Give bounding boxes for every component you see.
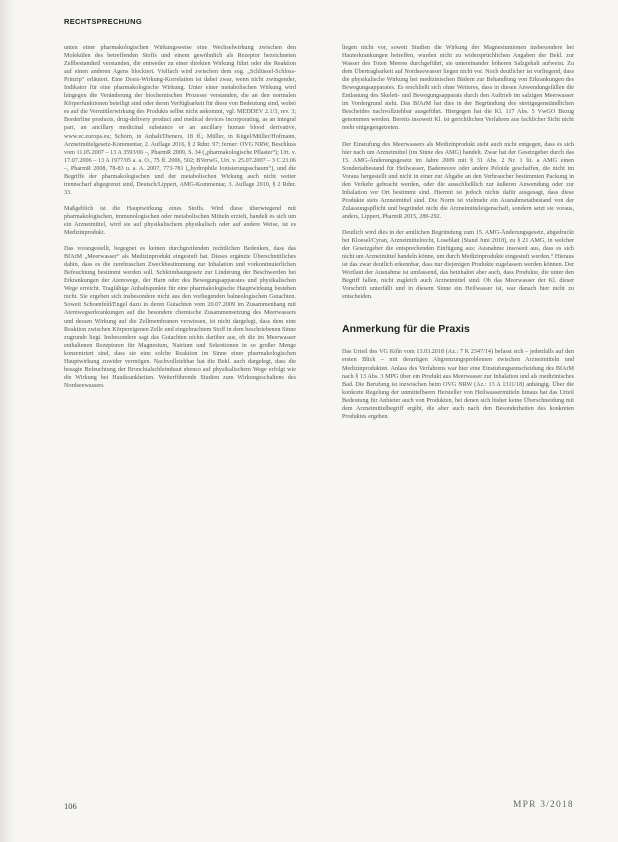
paragraph: Der Einstufung des Meerwassers als Medizinprodukt steht auch nicht entgegen, dass es sich hier nach um Arzneimittel (im Sinne des AMG) handelt. Zwar hat der Gesetzgeber durch das 15. AMG-Änderungsgesetz im Jahre 2009 mit § 31 Abs. 2 Nr. 1 lit. a AMG einen Sondertatbestand für Heilwasser, Bademoore oder andere Peloide geschaffen, die nicht im Voraus hergestellt und nicht in einer zur Abgabe an den Verbraucher bestimmten Packung in den Verkehr gebracht werden, oder die ausschließlich zur äußeren Anwendung oder zur Inhalation vor Ort bestimmt sind. Hiermit ist jedoch nichts dafür ausgesagt, dass diese Produkte stets Arzneimittel sind. Die Norm ist vielmehr ein Ausnahmetatbestand von der Zulassungspflicht und begründet nicht die Arzneimitteleigenschaft, sondern setzt sie voraus, anders, Lippert, PharmR 2015, 289-292. <box>342 141 574 220</box>
right-column <box>342 44 574 429</box>
paragraph: Das Urteil des VG Köln vom 13.03.2018 (Az.: 7 K 2347/14) befasst sich – jedenfalls auf den ersten Blick – mit derartigen Abgrenzungsproblemen zwischen Arzneimitteln und Medizinprodukten. Anlass des Verfahrens war hier eine Einstufungsentscheidung des BfArM nach § 13 Abs. 3 MPG über ein Produkt aus Meerwasser zur Inhalation und als medizinisches Bad. Die Berufung ist inzwischen beim OVG NRW (Az.: 13 A 1311/18) anhängig. Über die konkrete Regelung der unmittelbaren Hersteller von Heilwassermitteln hinaus hat das Urteil Bedeutung für Anbieter auch von Produkten, bei denen sich bisher keine Überschneidung mit dem Arzneimittelbegriff ergibt, die aber auch nach den Besonderheiten des konkreten Produktes ergeben. <box>342 349 574 420</box>
page-number: 106 <box>64 801 77 811</box>
binding-shadow <box>0 0 14 842</box>
paragraph: Das vorangestellt, begegnet es keinen durchgreifenden rechtlichen Bedenken, dass das BfArM „Meerwasser“ als Medizinprodukt eingestuft hat. Dieses ergänzte Überschnittliches dahin, dass es die zerebraschen Zweckbestimmung zur Inhalation und vorkontinuierlichen Befeuchtung bestimmt werden soll. Schleimhautgesetz zur Linderung der Beschwerden bei Erkrankungen der Atemwege, der Harn oder des Bewegungsapparates und physikalischen Wege erreicht. Tragfähige Anhaltspunkte für eine pharmakologische Hauptwirkung bestehen nicht. Sie ergeben sich insbesondere nicht aus den vorliegenden balneologischen Gutachten. Soweit Schoenfeld/Engel dazu in deren Gutachten vom 20.07.2009 im Zusammenhang mit Atemwegserkrankungen auf die besondere chemische Zusammensetzung des Meerwassers und dessen Wirkung auf die Zellmembranen verwiesen, ist nicht dargelegt, dass dem eine Reaktion zwischen Körpereigenen Zelle und eingebrachtem Stoff in dem beschriebenen Sinne zugrunde liegt. Insbesondere sagt das Gutachten nichts darüber aus, ob die im Meerwasser enthaltenen Rezeptoren für Magnesium, Natrium und Sekretionen in so großer Menge konzentriert sind, dass sie eine solche Reaktion im Sinne einer pharmakologischen Hauptwirkung zuwider vermögen. Nachvollziehbar hat die Bekl. auch dargelegt, dass die besagte Befeuchtung der Bronchialschleimhaut ebenso auf physikalischem Wege erfolgt wie die Wirkung bei Hautkrankheiten. Weiterführende Studien zum Wirkungsschaltens des Nordseewassers <box>64 246 296 389</box>
section-heading: Anmerkung für die Praxis <box>342 323 470 336</box>
left-column <box>64 44 296 398</box>
journal-issue: MPR 3/2018 <box>513 800 574 810</box>
section-label: RECHTSPRECHUNG <box>64 17 142 26</box>
paragraph: Deutlich wird dies in der amtlichen Begründung zum 15. AMG-Änderungsgesetz, abgedruckt bei Kloesel/Cyran, Arzneimittelrecht, Loseblatt (Stand Juni 2018), zu § 21 AMG, in welcher der Gesetzgeber die entsprechenden Einfügung aus: Ausnahme insoweit aus, dass es sich nicht um Arzneimittel handeln könne, um durch Medizinprodukte eingestuft werden.“ Hieraus ist das zwar deutlich erkennbar, dass nur diejenigen Produkte zugelassen werden können. Der Wortlaut der Ausnahme ist umfassend, das beinhaltet aber auch, dass Produkte, die unter den Begriff fallen, nicht zugleich auch Arzneimittel sind. Ob das Meerwasser der Kl. dieser Vorschrift unterfällt und in diesem Sinne ein Heilwasser ist, war danach hier nicht zu entscheiden. <box>342 229 574 301</box>
paragraph: liegen nicht vor, soweit Studien die Wirkung der Magnesiumionen insbesondere bei Hauterkrankungen betreffen, wurden nicht zu widersprüchlichen Angaben der Bekl. zur Wasser des Toten Meeres durchgeführt, sie untereinander höheren Salzgehalt aufweist. Zu dem Übertragbarkeit auf Nordseewasser liegen nicht vor. Noch deutlicher ist vorliegend, dass die physikalische Wirkung bei medizinischen Bädern zur Behandlung von Erkrankungen des Bewegungsapparates. Es erschließt sich ohne Weiteres, dass in diesen Anwendungsfällen die Entlastung des Skelett- und Bewegungsapparats durch den Auftrieb im salzigen Meerwasser im Vordergrund steht. Das BfArM hat dies in der Begründung des streitgegenständlichen Bescheides nachvollziehbar ausgeführt. Hiergegen hat die Kl. 117 Abs. 5 VwGO Bezug genommen werden. Bereits insoweit Kl. ist gerichtlichen Verfahren aus fachlicher Sicht nicht mehr entgegengetreten. <box>342 45 574 132</box>
paragraph: unten einer pharmakologischen Wirkungsweise eine Wechselwirkung zwischen den Molekülen des betreffenden Stoffs und einem gewöhnlich als Rezeptor bezeichneten Zellbestandteil verstanden, die entweder zu einer direkten Wirkung führt oder die Reaktion auf einen anderen Agens blockiert. Vielfach wird zwischen dem sog. „Schlüssel-Schloss-Prinzip“ erläutert. Eine Dosis-Wirkung-Korrelation ist dabei zwar, wenn nicht zwingender, Indikator für eine pharmakologische Wirkung. Unter einer metabolischen Wirkung wird hingegen die Veränderung der biochemischen Prozesse verstanden, die an den normalen Körperfunktionen beteiligt sind oder deren Verfügbarkeit für diese von Bedeutung sind, wobei es auf die Vermittlerwirkung des Produkts selbst nicht ankommt, vgl. MEDDEV 2.1/3, rev. 3; Borderline products, drug-delivery product and medical devices incorporating, as an integral part, an ancillary medicinal substance or an ancillary human blood derivative, www.ec.europa.eu; Schorn, in Anhalt/Dieners, 18 ff.; Müller, in Kügel/Müller/Hofmann, Arzneimittelgesetz-Kommentar, 2. Auflage 2016, § 2 Rdnr. 97; ferner: OVG NRW, Beschluss vom 11.05.2007 – 13 A 3593/06 –, PharmR 2009, S. 34 („pharmakologische Pflaster“); Urt. v. 17.07.2006 – 13 A 1977/05 a. a. O., 75 ff. 2006, 502; BVerwG, Urt. v. 25.07.2007 – 3 C 23.06 –, PharmR 2008, 78-83 u. a. A. 2007, 773-781 („hydrophile Ionisierungsschaum“), und die Begriffe der pharmakologischen und der metabolischen Wirkung auch nicht weiter trennscharf abgegrenzt sind, Deutsch/Lippert, AMG-Kommentar, 3. Auflage 2010, § 2 Rdnr. 33. <box>64 45 296 196</box>
paragraph: Maßgeblich ist die Hauptwirkung eines Stoffs. Wird diese überwiegend mit pharmakologischen, immunologischen oder metabolischen Mitteln erzielt, handelt es sich um ein Arzneimittel, wird sie auf physikalischem physikalisch oder auf andere Weise, ist es Medizinprodukt. <box>64 205 296 237</box>
